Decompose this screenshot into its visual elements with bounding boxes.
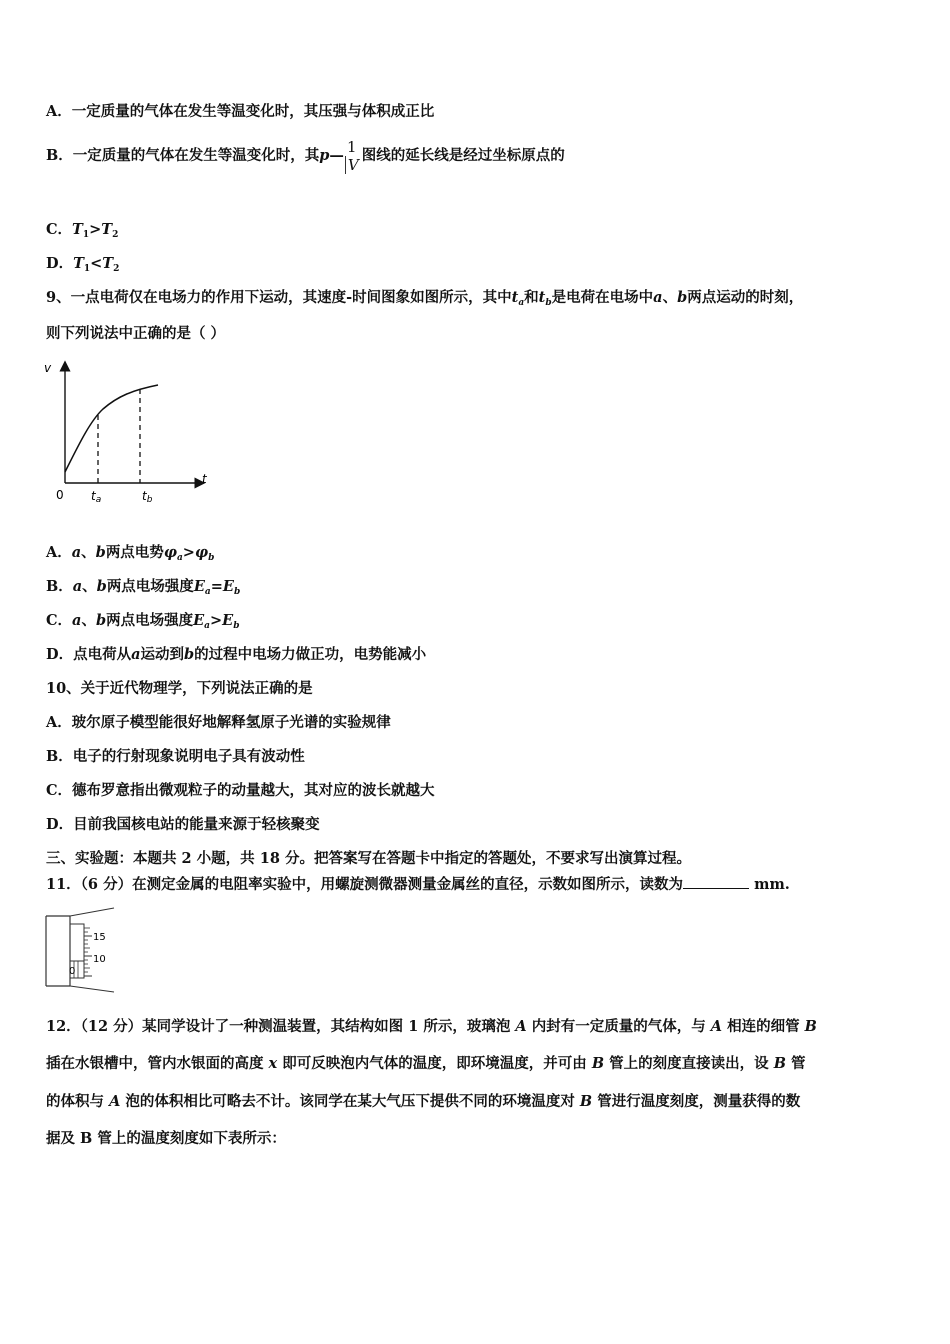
q9-stem-line1: 9、一点电荷仅在电场力的作用下运动，其速度-时间图象如图所示，其中$t_a$和$t_b$是电荷在电场中a、b两点运动的时刻， bbox=[46, 289, 804, 308]
micrometer-figure bbox=[44, 906, 124, 996]
q9-option-c: C．a、b两点电场强度$E_a>E_b$ bbox=[46, 612, 240, 631]
velocity-time-graph bbox=[38, 356, 218, 516]
q10-option-c: C．德布罗意指出微观粒子的动量越大，其对应的波长就越大 bbox=[46, 782, 435, 799]
micrometer-label-10: 10 bbox=[93, 954, 106, 965]
q9-option-b: B．a、b两点电场强度$E_a=E_b$ bbox=[46, 578, 241, 597]
q12-stem-line1: 12．（12 分）某同学设计了一种测温装置，其结构如图 1 所示，玻璃泡 A 内封有一定质量的气体，与 A 相连的细管 B bbox=[46, 1018, 817, 1035]
q12-stem-line4: 据及 B 管上的温度刻度如下表所示： bbox=[46, 1130, 286, 1147]
section-heading: 三、实验题：本题共 2 小题，共 18 分。把答案写在答题卡中指定的答题处，不要求写出演算过程。 bbox=[46, 850, 691, 867]
q8-option-b: B．一定质量的气体在发生等温变化时，其p— 1 V 图线的延长线是经过坐标原点的 bbox=[46, 138, 565, 174]
q12-stem-line2: 插在水银槽中，管内水银面的高度 x 即可反映泡内气体的温度，即环境温度，并可由 B 管上的刻度直接读出，设 B 管 bbox=[46, 1055, 806, 1072]
q9-stem-line2: 则下列说法中正确的是（ ） bbox=[46, 325, 226, 342]
micrometer-label-15: 15 bbox=[93, 932, 106, 943]
q10-stem: 10、关于近代物理学，下列说法正确的是 bbox=[46, 680, 313, 697]
tb-label: tb bbox=[142, 489, 153, 505]
ta-label: ta bbox=[91, 489, 102, 505]
q9-option-d: D．点电荷从a运动到b的过程中电场力做正功，电势能减小 bbox=[46, 646, 427, 663]
q10-option-b: B．电子的行射现象说明电子具有波动性 bbox=[46, 748, 305, 765]
q10-option-a: A．玻尔原子模型能很好地解释氢原子光谱的实验规律 bbox=[46, 714, 391, 731]
answer-blank[interactable] bbox=[683, 874, 749, 889]
t-axis-label: t bbox=[202, 472, 207, 486]
q12-stem-line3: 的体积与 A 泡的体积相比可略去不计。该同学在某大气压下提供不同的环境温度对 B 管进行温度刻度，测量获得的数 bbox=[46, 1093, 801, 1110]
q8-option-c: C．$T_1>T_2$ bbox=[46, 221, 119, 240]
fraction-1-over-v: 1 V bbox=[345, 138, 359, 174]
q9-option-a: A．a、b两点电势$\varphi_a>\varphi_b$ bbox=[46, 544, 215, 563]
q11-stem: 11．（6 分）在测定金属的电阻率实验中，用螺旋测微器测量金属丝的直径，示数如图所示，读数为 mm. bbox=[46, 876, 790, 893]
q10-option-d: D．目前我国核电站的能量来源于轻核聚变 bbox=[46, 816, 320, 833]
q8-option-d: D．$T_1<T_2$ bbox=[46, 255, 120, 274]
v-axis-label: v bbox=[44, 361, 52, 375]
velocity-curve bbox=[65, 385, 158, 472]
origin-label: 0 bbox=[56, 488, 64, 502]
q8-option-a: A．一定质量的气体在发生等温变化时，其压强与体积成正比 bbox=[46, 103, 435, 120]
micrometer-label-0: 0 bbox=[69, 966, 76, 977]
